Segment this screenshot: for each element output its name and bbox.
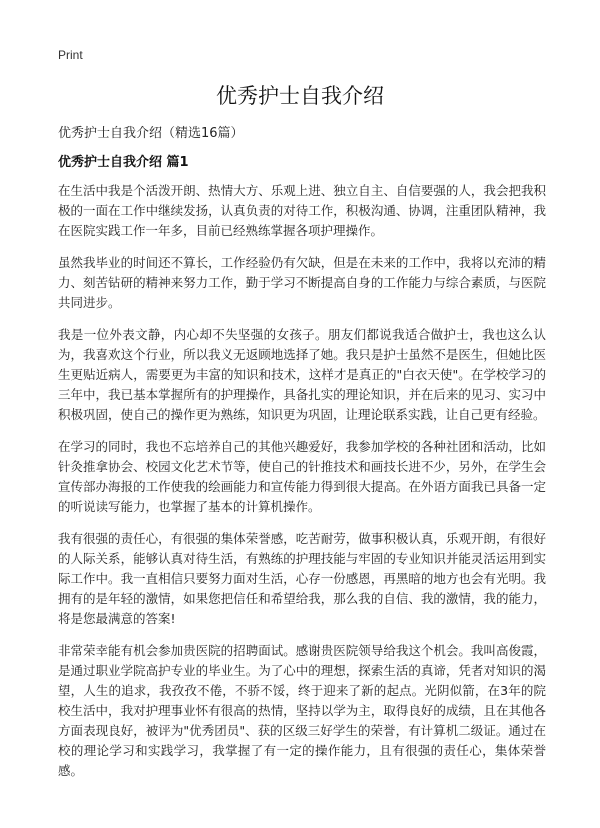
section-heading: 优秀护士自我介绍 篇1 [58, 155, 189, 170]
paragraph: 在生活中我是个活泼开朗、热情大方、乐观上进、独立自主、自信要强的人，我会把我积极的一面在工作中继续发扬，认真负责的对待工作，积极沟通、协调，注重团队精神，我在医院实践工作一年多，目前已经熟练掌握各项护理操作。 [58, 183, 546, 238]
paragraph: 虽然我毕业的时间还不算长，工作经验仍有欠缺，但是在未来的工作中，我将以充沛的精力、刻苦钻研的精神来努力工作，勤于学习不断提高自身的工作能力与综合素质，与医院共同进步。 [58, 255, 546, 310]
paragraph: 我有很强的责任心，有很强的集体荣誉感，吃苦耐劳，做事积极认真，乐观开朗，有很好的人际关系，能够认真对待生活，有熟练的护理技能与牢固的专业知识并能灵活运用到实际工作中。我一直相信只要努力面对生活，心存一份感恩，再黑暗的地方也会有光明。我拥有的是年轻的激情，如果您把信任和希望给我，那么我的自信、我的激情，我的能力，将是您最满意的答案! [58, 531, 546, 626]
paragraph: 非常荣幸能有机会参加贵医院的招聘面试。感谢贵医院领导给我这个机会。我叫高俊霞，是通过职业学院高护专业的毕业生。为了心中的理想，探索生活的真谛，凭者对知识的渴望，人生的追求，我孜孜不倦，不骄不馁，终于迎来了新的起点。光阴似箭，在3年的院校生活中，我对护理事业怀有很高的热情，坚持以学为主，取得良好的成绩，且在其他各方面表现良好，被评为"优秀团员"、获的区级三好学生的荣誉，有计算机二级证。通过在校的理论学习和实践学习，我掌握了有一定的操作能力，且有很强的责任心，集体荣誉感。 [58, 643, 546, 778]
paragraph: 在学习的同时，我也不忘培养自己的其他兴趣爱好，我参加学校的各种社团和活动，比如针灸推拿协会、校园文化艺术节等，使自己的针推技术和画技长进不少，另外，在学生会宣传部办海报的工作使我的绘画能力和宣传能力得到很大提高。在外语方面我已具备一定的听说读写能力，也掌握了基本的计算机操作。 [58, 439, 546, 514]
document-subtitle: 优秀护士自我介绍（精选16篇） [58, 126, 244, 141]
page-title: 优秀护士自我介绍 [216, 84, 384, 108]
article-body [58, 181, 546, 793]
print-link[interactable]: Print [58, 48, 83, 62]
paragraph: 我是一位外表文静，内心却不失坚强的女孩子。朋友们都说我适合做护士，我也这么认为，我喜欢这个行业，所以我义无返顾地选择了她。我只是护士虽然不是医生，但她比医生更贴近病人，需要更为丰富的知识和技术，这样才是真正的"白衣天使"。在学校学习的三年中，我已基本掌握所有的护理操作，具备扎实的理论知识，并在后来的见习、实习中积极巩固，使自己的操作更为熟练，知识更为巩固，让理论联系实践，让自己更有经验。 [58, 327, 546, 422]
